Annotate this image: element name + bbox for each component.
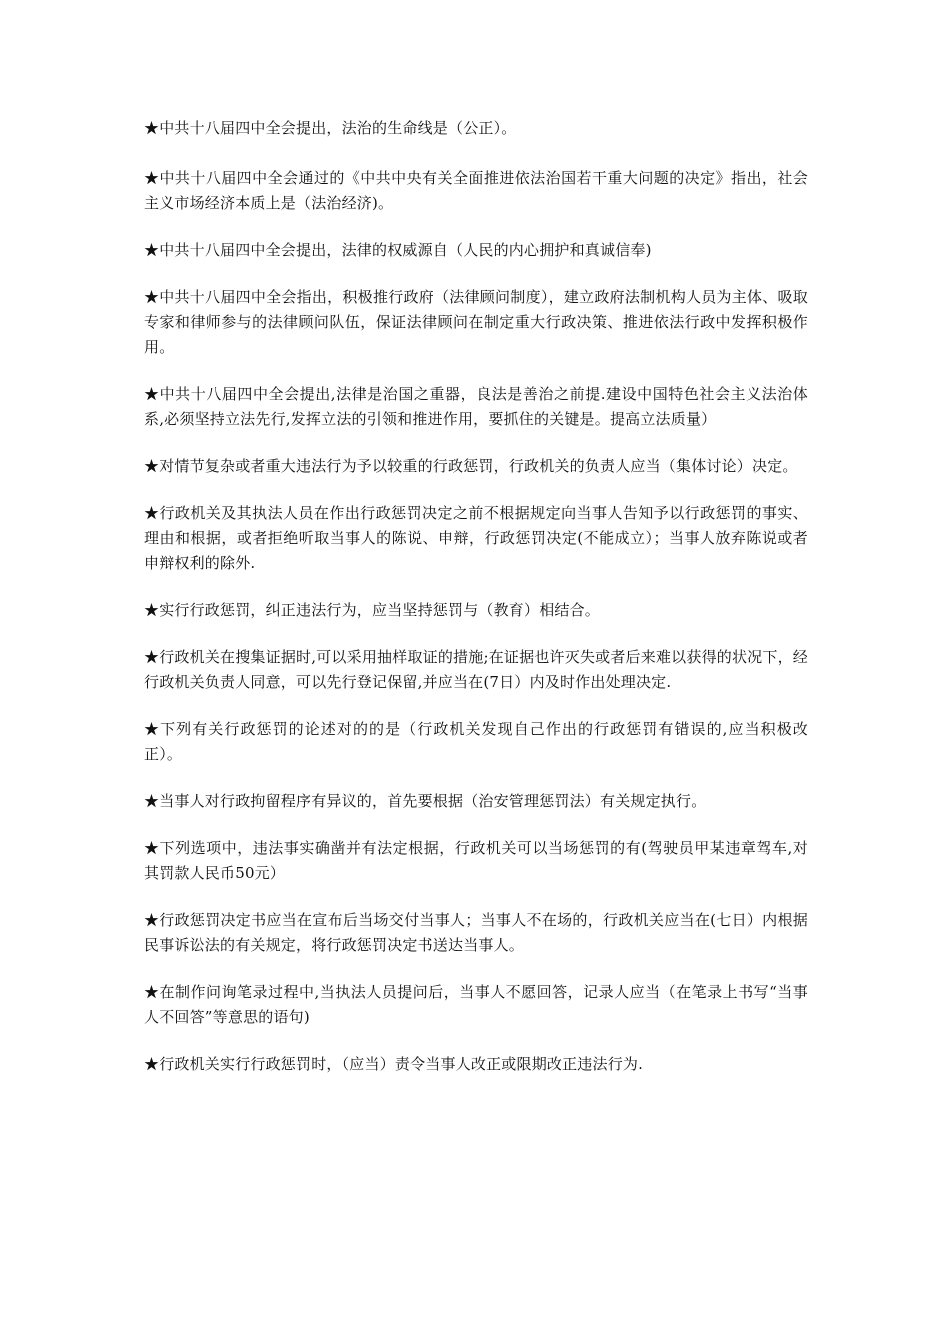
document-body <box>144 116 808 1099</box>
paragraph-14: ★在制作问询笔录过程中,当执法人员提问后，当事人不愿回答，记录人应当（在笔录上书写“当事人不回答”等意思的语句) <box>144 983 808 1026</box>
paragraph-2: ★中共十八届四中全会通过的《中共中央有关全面推进依法治国若干重大问题的决定》指出，社会主义市场经济本质上是（法治经济)。 <box>144 169 808 212</box>
paragraph-8: ★实行行政惩罚，纠正违法行为，应当坚持惩罚与（教育）相结合。 <box>144 601 601 619</box>
paragraph-13: ★行政惩罚决定书应当在宣布后当场交付当事人；当事人不在场的，行政机关应当在(七日）内根据民事诉讼法的有关规定，将行政惩罚决定书送达当事人。 <box>144 911 808 954</box>
paragraph-3: ★中共十八届四中全会提出，法律的权威源自（人民的内心拥护和真诚信奉) <box>144 241 652 259</box>
paragraph-4: ★中共十八届四中全会指出，积极推行政府（法律顾问制度），建立政府法制机构人员为主体、吸取专家和律师参与的法律顾问队伍，保证法律顾问在制定重大行政决策、推进依法行政中发挥积极作用。 <box>144 288 808 356</box>
paragraph-11: ★当事人对行政拘留程序有异议的，首先要根据（治安管理惩罚法）有关规定执行。 <box>144 792 707 810</box>
paragraph-12: ★下列选项中，违法事实确凿并有法定根据，行政机关可以当场惩罚的有(驾驶员甲某违章驾车,对其罚款人民币50元） <box>144 839 808 882</box>
paragraph-15: ★行政机关实行行政惩罚时，（应当）责令当事人改正或限期改正违法行为. <box>144 1055 644 1073</box>
paragraph-10: ★下列有关行政惩罚的论述对的的是（行政机关发现自己作出的行政惩罚有错误的,应当积极改正）。 <box>144 720 808 763</box>
paragraph-7: ★行政机关及其执法人员在作出行政惩罚决定之前不根据规定向当事人告知予以行政惩罚的事实、理由和根据，或者拒绝听取当事人的陈说、申辩，行政惩罚决定(不能成立）；当事人放弃陈说或者申辩权利的除外. <box>144 504 808 572</box>
paragraph-1: ★中共十八届四中全会提出，法治的生命线是（公正）。 <box>144 119 517 137</box>
paragraph-9: ★行政机关在搜集证据时,可以采用抽样取证的措施;在证据也许灭失或者后来难以获得的状况下，经行政机关负责人同意，可以先行登记保留,并应当在(7日）内及时作出处理决定. <box>144 648 808 691</box>
paragraph-6: ★对情节复杂或者重大违法行为予以较重的行政惩罚，行政机关的负责人应当（集体讨论）决定。 <box>144 457 798 475</box>
paragraph-5: ★中共十八届四中全会提出,法律是治国之重器，良法是善治之前提.建设中国特色社会主义法治体系,必须坚持立法先行,发挥立法的引领和推进作用，要抓住的关键是。提高立法质量） <box>144 385 808 428</box>
